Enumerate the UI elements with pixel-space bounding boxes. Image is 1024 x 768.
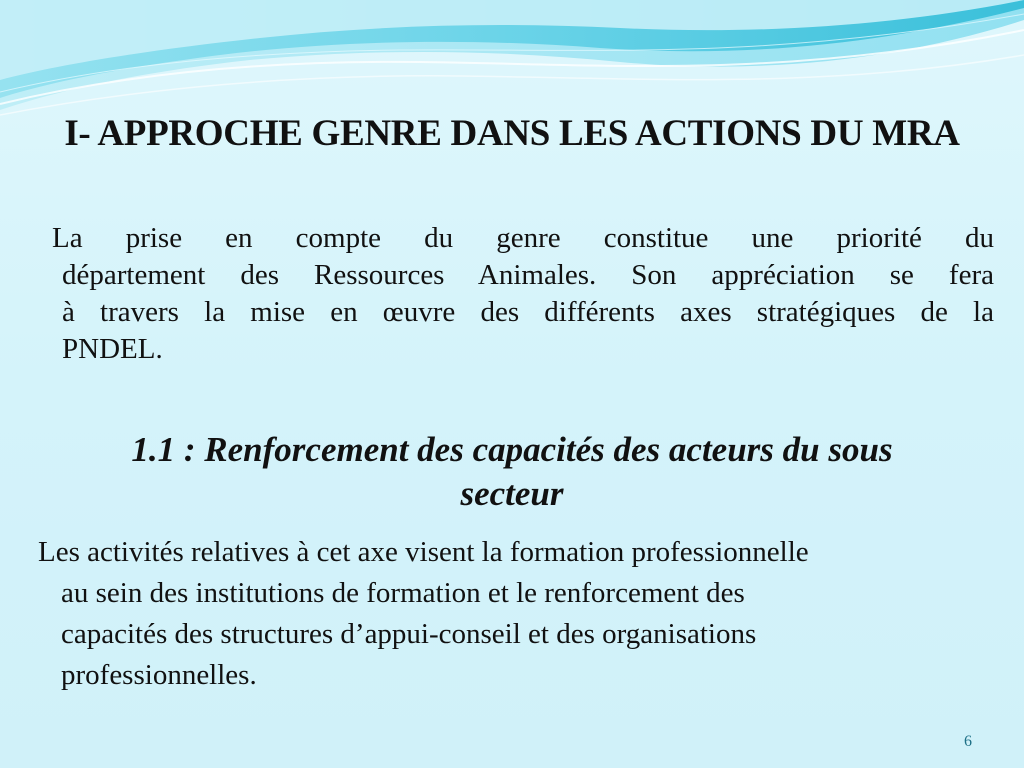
section-body-line: capacités des structures d’appui-conseil et des organisations bbox=[61, 618, 757, 650]
intro-line: La prise en compte du genre constitue une priorité du bbox=[52, 222, 994, 254]
intro-line: département des Ressources Animales. Son appréciation se fera bbox=[62, 259, 994, 291]
section-body-line: Les activités relatives à cet axe visent la formation professionnelle bbox=[38, 536, 809, 568]
section-body-paragraph bbox=[38, 532, 998, 696]
slide-title: I- APPROCHE GENRE DANS LES ACTIONS DU MRA bbox=[64, 113, 960, 154]
section-heading bbox=[20, 428, 1004, 516]
section-heading-line: 1.1 : Renforcement des capacités des acteurs du sous bbox=[131, 430, 893, 469]
section-body-line: au sein des institutions de formation et le renforcement des bbox=[61, 577, 745, 609]
page-number: 6 bbox=[964, 733, 972, 750]
section-heading-line: secteur bbox=[460, 474, 564, 513]
intro-line: PNDEL. bbox=[62, 333, 163, 365]
intro-paragraph bbox=[52, 220, 994, 368]
header-wave-decoration bbox=[0, 0, 1024, 130]
section-body-line: professionnelles. bbox=[61, 659, 257, 691]
intro-line: à travers la mise en œuvre des différents axes stratégiques de la bbox=[62, 296, 994, 328]
